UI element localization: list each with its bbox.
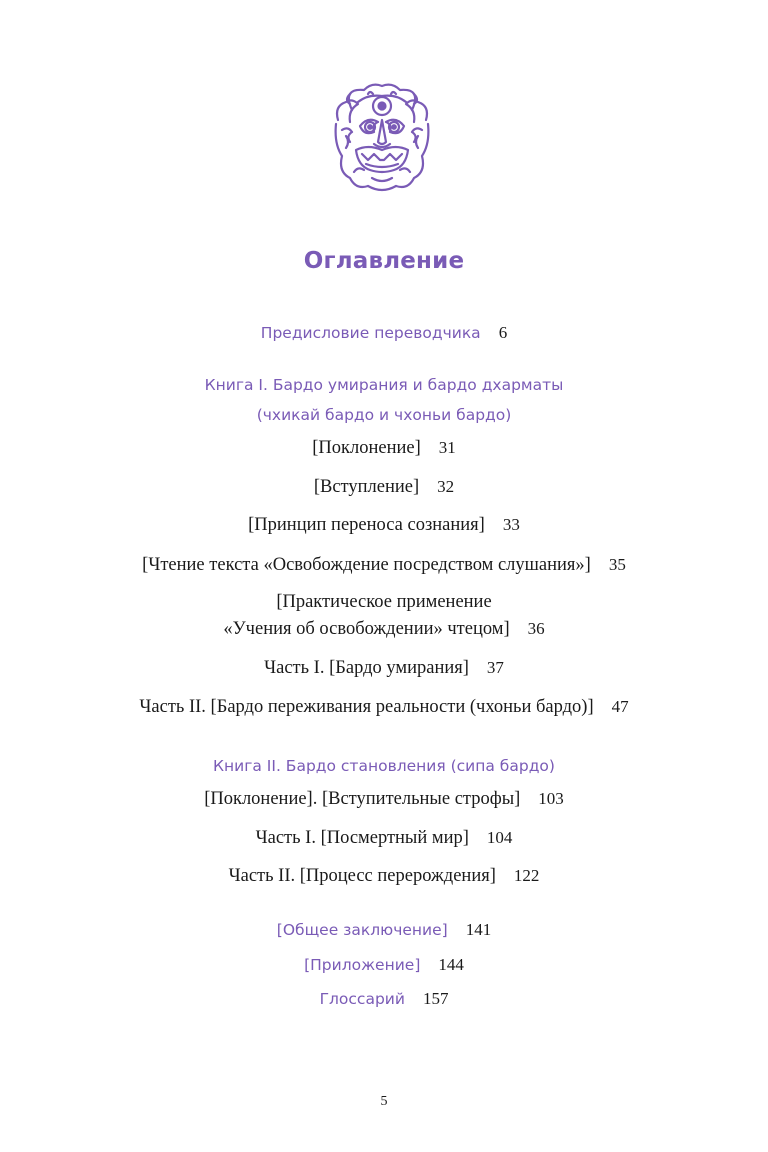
toc-entry-conclusion: [0, 920, 768, 940]
toc-entry: [0, 515, 768, 536]
page-number-folio: 5: [380, 1094, 388, 1109]
toc-entry: [0, 477, 768, 498]
toc-entry-label: Часть I. [Бардо умирания]: [264, 658, 469, 678]
toc-page-number: 32: [437, 477, 455, 496]
toc-entry: [0, 438, 768, 459]
toc-page-number: 37: [486, 658, 504, 677]
toc-entry-label-line1: [0, 592, 768, 613]
toc-page-number: 6: [498, 323, 508, 342]
toc-page-number: 122: [513, 866, 540, 885]
toc-entry-preface: [0, 323, 768, 343]
toc-entry-label: Часть II. [Процесс перерождения]: [228, 866, 496, 886]
toc-entry: [0, 555, 768, 576]
toc-entry-label: Часть I. [Посмертный мир]: [255, 828, 469, 848]
toc-entry: [0, 789, 768, 810]
toc-book1-heading: Книга I. Бардо умирания и бардо дхарматы: [204, 376, 564, 394]
toc-page-number: 47: [611, 697, 629, 716]
toc-page-number: 35: [608, 555, 626, 574]
toc-entry-label: [Поклонение]. [Вступительные строфы]: [204, 789, 521, 809]
toc-page-number: 141: [465, 920, 492, 939]
toc-page-number: 31: [438, 438, 456, 457]
toc-glossary-label: Глоссарий: [319, 990, 405, 1008]
toc-entry: [0, 658, 768, 679]
toc-entry-label: [Вступление]: [313, 477, 420, 497]
toc-appendix-label: [Приложение]: [304, 956, 421, 974]
toc-entry-glossary: [0, 989, 768, 1009]
toc-page-number: 144: [438, 955, 464, 974]
toc-page-number: 104: [486, 828, 513, 847]
tibetan-mask-ornament-icon: [332, 80, 432, 196]
toc-page-number: 157: [422, 989, 449, 1008]
toc-page-number: 36: [527, 619, 545, 638]
toc-entry: [0, 619, 768, 640]
toc-book2-heading: Книга II. Бардо становления (сипа бардо): [213, 757, 555, 775]
toc-book1-subheading: (чхикай бардо и чхоньи бардо): [256, 406, 512, 424]
toc-page-number: 103: [538, 789, 564, 808]
toc-entry-appendix: [0, 955, 768, 975]
toc-entry-label: Часть II. [Бардо переживания реальности (чхоньи бардо)]: [139, 697, 594, 717]
toc-preface-label: Предисловие переводчика: [260, 324, 481, 342]
page-title: Оглавление: [303, 248, 465, 274]
toc-conclusion-label: [Общее заключение]: [276, 921, 448, 939]
toc-entry-label: [Принцип переноса сознания]: [248, 515, 485, 535]
toc-entry-label: [Практическое применение: [276, 592, 492, 612]
toc-entry: [0, 697, 768, 718]
toc-entry-label: «Учения об освобождении» чтецом]: [223, 619, 510, 639]
toc-entry: [0, 828, 768, 849]
toc-entry-label: [Чтение текста «Освобождение посредством слушания»]: [142, 555, 591, 575]
toc-entry: [0, 866, 768, 887]
toc-entry-label: [Поклонение]: [312, 438, 421, 458]
toc-page-number: 33: [502, 515, 520, 534]
